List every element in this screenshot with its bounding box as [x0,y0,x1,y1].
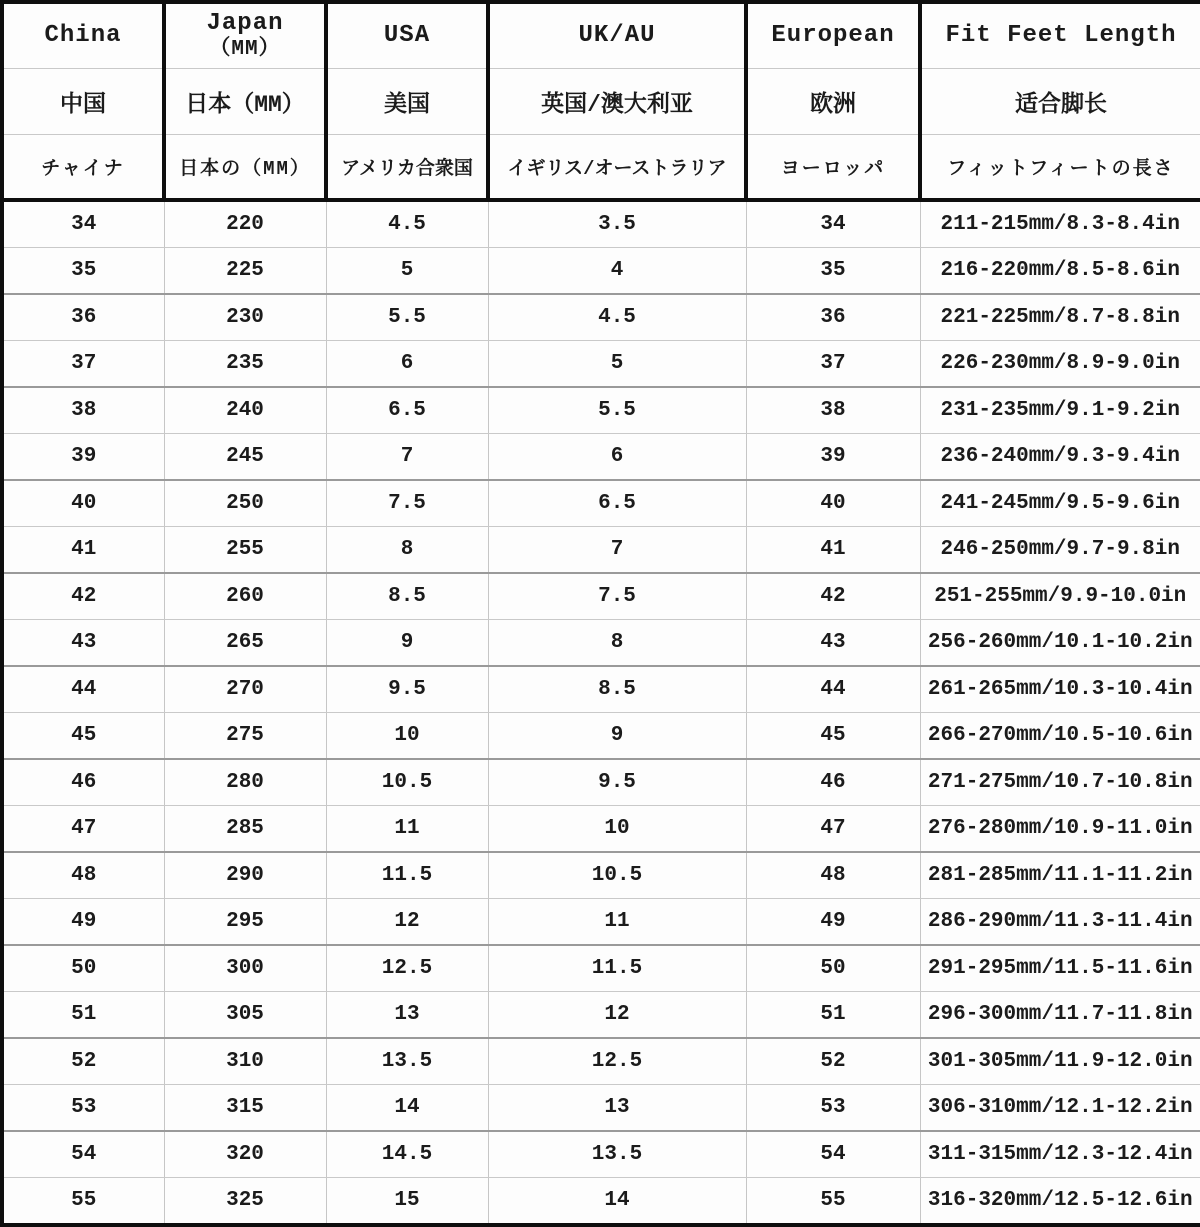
table-cell: 10 [326,713,488,760]
table-cell: 14.5 [326,1131,488,1178]
table-cell: 310 [164,1038,326,1085]
table-cell: 8.5 [326,573,488,620]
table-cell: 38 [746,387,920,434]
table-cell: 46 [746,759,920,806]
table-cell: 44 [746,666,920,713]
table-cell: 34 [746,200,920,248]
table-cell: 6 [488,434,746,481]
header-zh-uk_au: 英国/澳大利亚 [488,68,746,134]
table-header [2,2,1200,200]
header-en-line1: European [771,21,895,49]
table-cell: 295 [164,899,326,946]
table-cell: 10.5 [326,759,488,806]
table-cell: 11.5 [488,945,746,992]
table-row [2,992,1200,1039]
header-en-china [2,2,164,68]
table-cell: 246-250mm/9.7-9.8in [920,527,1200,574]
table-cell: 41 [746,527,920,574]
table-cell: 12.5 [488,1038,746,1085]
table-cell: 37 [746,341,920,388]
table-cell: 12.5 [326,945,488,992]
table-row [2,1178,1200,1226]
table-cell: 6 [326,341,488,388]
header-en-european [746,2,920,68]
table-cell: 54 [746,1131,920,1178]
table-row [2,1131,1200,1178]
table-cell: 48 [2,852,164,899]
table-cell: 9.5 [326,666,488,713]
table-cell: 3.5 [488,200,746,248]
table-cell: 12 [326,899,488,946]
table-cell: 45 [2,713,164,760]
table-row [2,666,1200,713]
table-cell: 14 [488,1178,746,1226]
header-zh-european: 欧洲 [746,68,920,134]
table-cell: 13 [488,1085,746,1132]
table-cell: 11.5 [326,852,488,899]
header-en-line1: Fit Feet Length [945,21,1177,49]
table-cell: 261-265mm/10.3-10.4in [920,666,1200,713]
table-cell: 305 [164,992,326,1039]
table-cell: 11 [326,806,488,853]
table-body [2,200,1200,1225]
table-cell: 50 [2,945,164,992]
table-cell: 55 [746,1178,920,1226]
table-cell: 311-315mm/12.3-12.4in [920,1131,1200,1178]
table-cell: 7 [488,527,746,574]
table-cell: 46 [2,759,164,806]
header-en-line1: China [44,21,122,49]
table-cell: 5 [488,341,746,388]
table-row [2,899,1200,946]
table-row [2,294,1200,341]
table-cell: 53 [746,1085,920,1132]
table-cell: 4.5 [488,294,746,341]
header-en-usa [326,2,488,68]
table-row [2,248,1200,295]
table-cell: 47 [746,806,920,853]
table-cell: 316-320mm/12.5-12.6in [920,1178,1200,1226]
table-cell: 211-215mm/8.3-8.4in [920,200,1200,248]
table-cell: 320 [164,1131,326,1178]
table-cell: 48 [746,852,920,899]
table-cell: 6.5 [488,480,746,527]
table-cell: 39 [2,434,164,481]
table-cell: 270 [164,666,326,713]
table-cell: 235 [164,341,326,388]
table-cell: 4 [488,248,746,295]
header-ja-fit_feet_length: フィットフィートの長さ [920,134,1200,200]
table-cell: 11 [488,899,746,946]
table-cell: 8.5 [488,666,746,713]
header-ja-japan: 日本の（MM） [164,134,326,200]
table-cell: 8 [488,620,746,667]
table-cell: 41 [2,527,164,574]
table-cell: 220 [164,200,326,248]
table-cell: 10 [488,806,746,853]
table-cell: 231-235mm/9.1-9.2in [920,387,1200,434]
table-row [2,806,1200,853]
table-cell: 280 [164,759,326,806]
header-en-uk_au [488,2,746,68]
table-cell: 250 [164,480,326,527]
table-cell: 51 [2,992,164,1039]
header-row-chinese [2,68,1200,134]
table-cell: 35 [2,248,164,295]
table-cell: 275 [164,713,326,760]
table-row [2,573,1200,620]
table-cell: 15 [326,1178,488,1226]
header-zh-fit_feet_length: 适合脚长 [920,68,1200,134]
table-cell: 45 [746,713,920,760]
table-cell: 226-230mm/8.9-9.0in [920,341,1200,388]
table-cell: 245 [164,434,326,481]
table-row [2,434,1200,481]
table-cell: 6.5 [326,387,488,434]
table-cell: 43 [2,620,164,667]
header-ja-china: チャイナ [2,134,164,200]
table-cell: 40 [2,480,164,527]
table-cell: 44 [2,666,164,713]
header-ja-european: ヨーロッパ [746,134,920,200]
table-cell: 9 [326,620,488,667]
header-en-japan [164,2,326,68]
table-row [2,852,1200,899]
header-ja-uk_au: イギリス/オーストラリア [488,134,746,200]
table-cell: 12 [488,992,746,1039]
header-en-line1: UK/AU [578,21,656,49]
table-cell: 266-270mm/10.5-10.6in [920,713,1200,760]
table-cell: 285 [164,806,326,853]
table-row [2,1038,1200,1085]
table-row [2,480,1200,527]
table-row [2,527,1200,574]
header-zh-china: 中国 [2,68,164,134]
table-cell: 4.5 [326,200,488,248]
table-cell: 54 [2,1131,164,1178]
table-row [2,200,1200,248]
table-cell: 42 [2,573,164,620]
table-row [2,759,1200,806]
header-en-line1: USA [383,21,431,49]
table-cell: 14 [326,1085,488,1132]
table-cell: 271-275mm/10.7-10.8in [920,759,1200,806]
table-cell: 36 [746,294,920,341]
table-cell: 50 [746,945,920,992]
table-cell: 38 [2,387,164,434]
table-cell: 296-300mm/11.7-11.8in [920,992,1200,1039]
table-cell: 225 [164,248,326,295]
table-cell: 5.5 [488,387,746,434]
table-cell: 265 [164,620,326,667]
table-cell: 9 [488,713,746,760]
table-cell: 52 [746,1038,920,1085]
table-cell: 5 [326,248,488,295]
table-cell: 240 [164,387,326,434]
table-row [2,387,1200,434]
table-cell: 43 [746,620,920,667]
table-cell: 13.5 [488,1131,746,1178]
header-zh-usa: 美国 [326,68,488,134]
header-row-japanese [2,134,1200,200]
table-row [2,1085,1200,1132]
table-cell: 52 [2,1038,164,1085]
table-cell: 51 [746,992,920,1039]
header-row-english [2,2,1200,68]
table-cell: 306-310mm/12.1-12.2in [920,1085,1200,1132]
table-cell: 230 [164,294,326,341]
table-cell: 315 [164,1085,326,1132]
table-cell: 37 [2,341,164,388]
table-cell: 241-245mm/9.5-9.6in [920,480,1200,527]
table-row [2,945,1200,992]
table-row [2,620,1200,667]
table-cell: 36 [2,294,164,341]
table-row [2,713,1200,760]
table-cell: 49 [2,899,164,946]
table-cell: 5.5 [326,294,488,341]
table-cell: 49 [746,899,920,946]
table-cell: 301-305mm/11.9-12.0in [920,1038,1200,1085]
table-cell: 255 [164,527,326,574]
table-cell: 276-280mm/10.9-11.0in [920,806,1200,853]
table-cell: 55 [2,1178,164,1226]
table-cell: 7 [326,434,488,481]
table-cell: 40 [746,480,920,527]
table-cell: 281-285mm/11.1-11.2in [920,852,1200,899]
table-cell: 47 [2,806,164,853]
table-cell: 291-295mm/11.5-11.6in [920,945,1200,992]
header-en-line1: Japan [206,10,284,38]
table-cell: 34 [2,200,164,248]
table-cell: 13.5 [326,1038,488,1085]
header-zh-japan: 日本（MM） [164,68,326,134]
table-cell: 8 [326,527,488,574]
header-en-fit_feet_length [920,2,1200,68]
table-cell: 216-220mm/8.5-8.6in [920,248,1200,295]
table-cell: 10.5 [488,852,746,899]
table-cell: 9.5 [488,759,746,806]
header-ja-usa: アメリカ合衆国 [326,134,488,200]
table-cell: 42 [746,573,920,620]
table-cell: 260 [164,573,326,620]
table-cell: 35 [746,248,920,295]
table-row [2,341,1200,388]
table-cell: 290 [164,852,326,899]
table-cell: 251-255mm/9.9-10.0in [920,573,1200,620]
table-cell: 236-240mm/9.3-9.4in [920,434,1200,481]
table-cell: 286-290mm/11.3-11.4in [920,899,1200,946]
table-cell: 39 [746,434,920,481]
table-cell: 256-260mm/10.1-10.2in [920,620,1200,667]
table-cell: 7.5 [488,573,746,620]
table-cell: 53 [2,1085,164,1132]
table-cell: 13 [326,992,488,1039]
table-cell: 300 [164,945,326,992]
table-cell: 7.5 [326,480,488,527]
table-cell: 221-225mm/8.7-8.8in [920,294,1200,341]
table-cell: 325 [164,1178,326,1226]
header-en-line2: （MM） [209,38,281,61]
